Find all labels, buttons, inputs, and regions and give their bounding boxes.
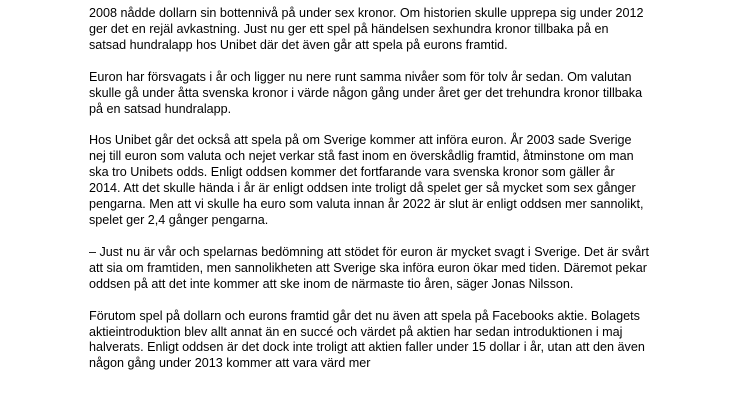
paragraph-facebook-stock: Förutom spel på dollarn och eurons framtid går det nu även att spela på Facebooks aktie. Bolagets aktieintroduktion blev allt annat än en succé och värdet på aktien har sedan introduktionen i maj halverats. Enligt oddsen är det dock inte troligt att aktien faller under 15 dollar i år, utan att den även någon gång under 2013 kommer att vara värd mer — [89, 308, 645, 371]
paragraph-euro-weakened: Euron har försvagats i år och ligger nu nere runt samma nivåer som för tolv år sedan. Om valutan skulle gå under åtta svenska kronor i värde någon gång under året ger det trehundra kronor tillbaka på en satsad hundralapp. — [89, 69, 643, 116]
paragraph-sweden-euro-odds: Hos Unibet går det också att spela på om Sverige kommer att införa euron. År 2003 sade Sverige nej till euron som valuta och nejet verkar stå fast inom en överskådlig framtid, åtminstone om man ska tro Unibets odds. Enligt oddsen kommer det fortfarande vara svenska kronor som gäller år 2014. Att det skulle hända i år är enligt oddsen inte troligt då spelet ger så mycket som sex gånger pengarna. Men att vi skulle ha euro som valuta innan år 2022 är slut är enligt oddsen mer sannolikt, spelet ger 2,4 gånger pengarna. — [89, 133, 644, 227]
paragraph-quote-jonas-nilsson: – Just nu är vår och spelarnas bedömning att stödet för euron är mycket svagt i Sverige. Det är svårt att sia om framtiden, men sannolikheten att Sverige ska införa euron ökar med tiden. Däremot pekar oddsen på att det inte kommer att ske inom de närmaste tio åren, säger Jonas Nilsson. — [89, 244, 649, 291]
article-body — [89, 6, 649, 388]
paragraph-dollar-2008: 2008 nådde dollarn sin bottennivå på under sex kronor. Om historien skulle upprepa sig under 2012 ger det en rejäl avkastning. Just nu ger ett spel på händelsen sexhundra kronor tillbaka på en satsad hundralapp hos Unibet där det även går att spela på eurons framtid. — [89, 6, 644, 52]
